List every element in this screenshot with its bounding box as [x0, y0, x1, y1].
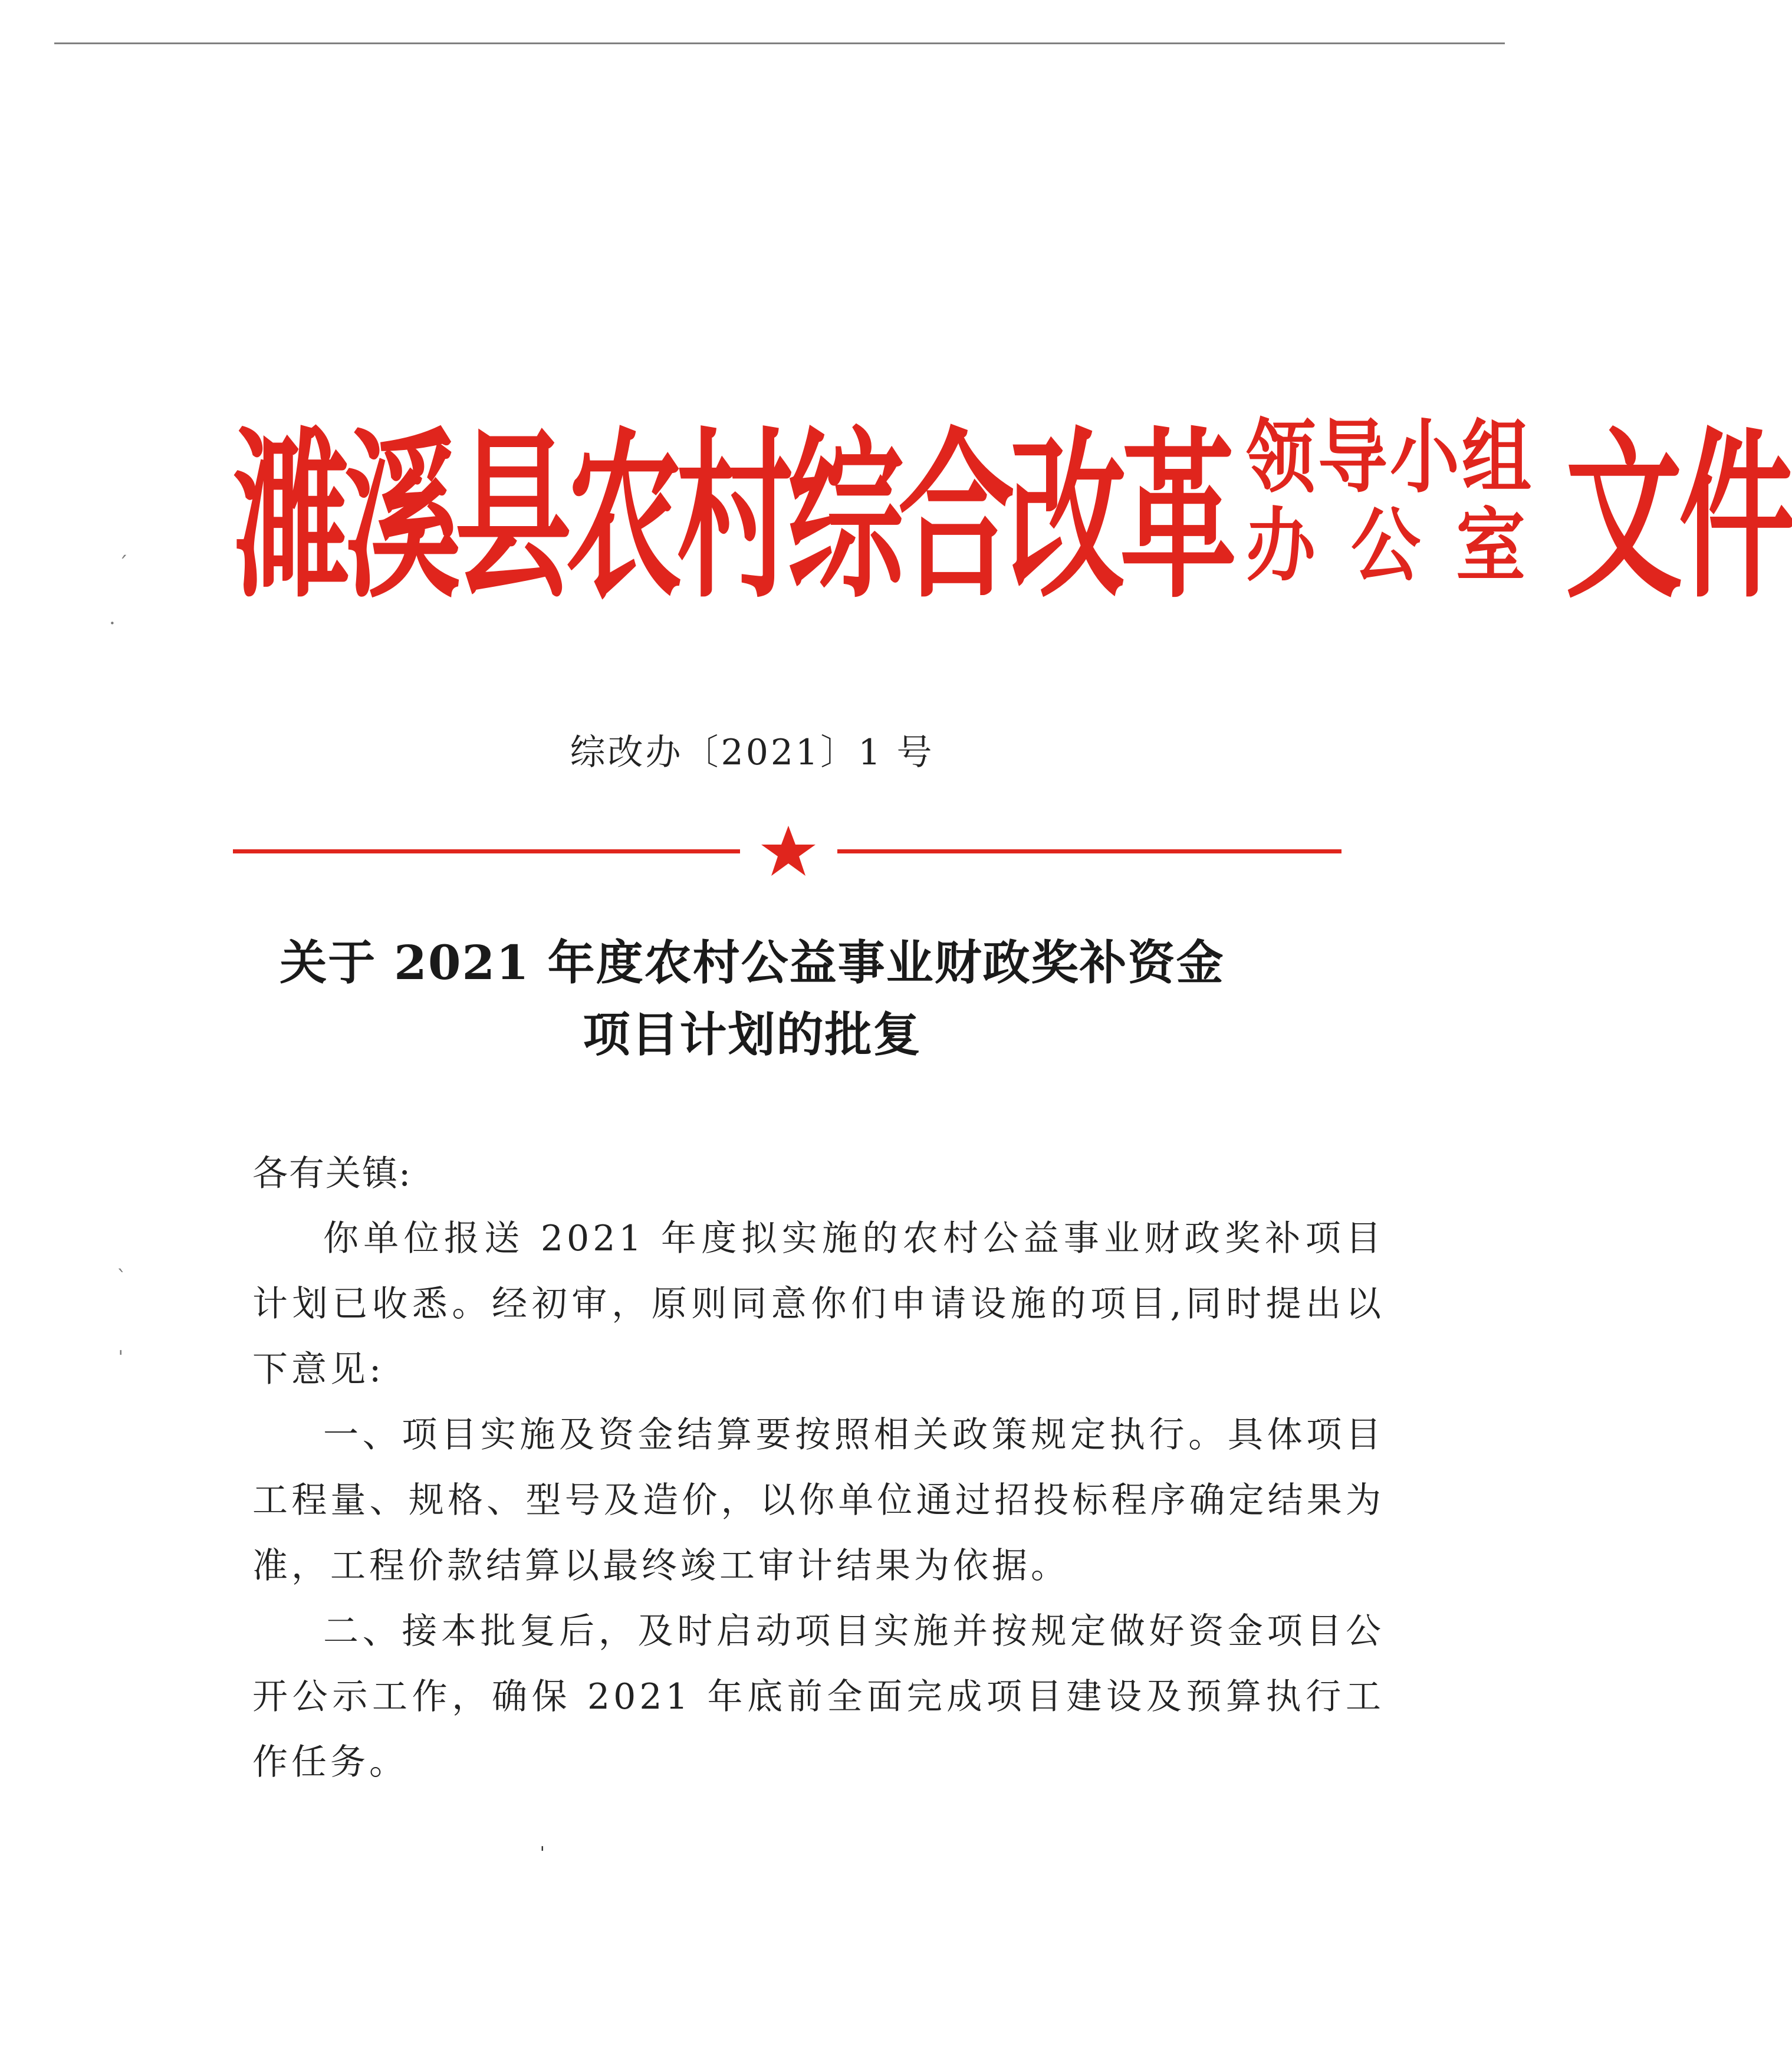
letterhead-stack-bottom: 办公室 [1246, 498, 1561, 593]
scan-edge-line [54, 42, 1505, 44]
document-number: 综改办〔2021〕1 号 [570, 732, 935, 773]
star-icon [758, 825, 819, 878]
red-letterhead [233, 377, 1792, 625]
letterhead-stack-top: 领导小组 [1246, 410, 1534, 504]
scan-speck: ˈ [540, 1843, 545, 1867]
scan-speck: ˊ [118, 553, 128, 576]
letterhead-end: 文件 [1566, 411, 1792, 623]
divider-line-left [233, 849, 740, 853]
scan-speck: · [109, 612, 116, 635]
document-title-line-1: 关于 2021 年度农村公益事业财政奖补资金 [280, 935, 1225, 990]
scan-speck: ˌ [118, 1334, 124, 1358]
divider-line-right [837, 849, 1341, 853]
letterhead-main: 濉溪县农村综合改革 [233, 411, 1231, 623]
body-paragraph: 二、接本批复后，及时启动项目实施并按规定做好资金项目公开公示工作，确保 2021 年底前全面完成项目建设及预算执行工作任务。 [252, 1611, 1385, 1783]
salutation: 各有关镇: [252, 1153, 412, 1194]
letterhead-stack [1246, 404, 1561, 599]
body-paragraph: 你单位报送 2021 年度拟实施的农村公益事业财政奖补项目计划已收悉。经初审，原则同意你们申请设施的项目,同时提出以下意见: [252, 1218, 1385, 1390]
body-paragraph: 一、项目实施及资金结算要按照相关政策规定执行。具体项目工程量、规格、型号及造价，以你单位通过招投标程序确定结果为准，工程价款结算以最终竣工审计结果为依据。 [252, 1414, 1385, 1587]
document-title-line-2: 项目计划的批复 [583, 1007, 922, 1062]
red-divider [233, 825, 1341, 878]
document-body [252, 1141, 1385, 1795]
scan-speck: ˋ [117, 1266, 127, 1290]
